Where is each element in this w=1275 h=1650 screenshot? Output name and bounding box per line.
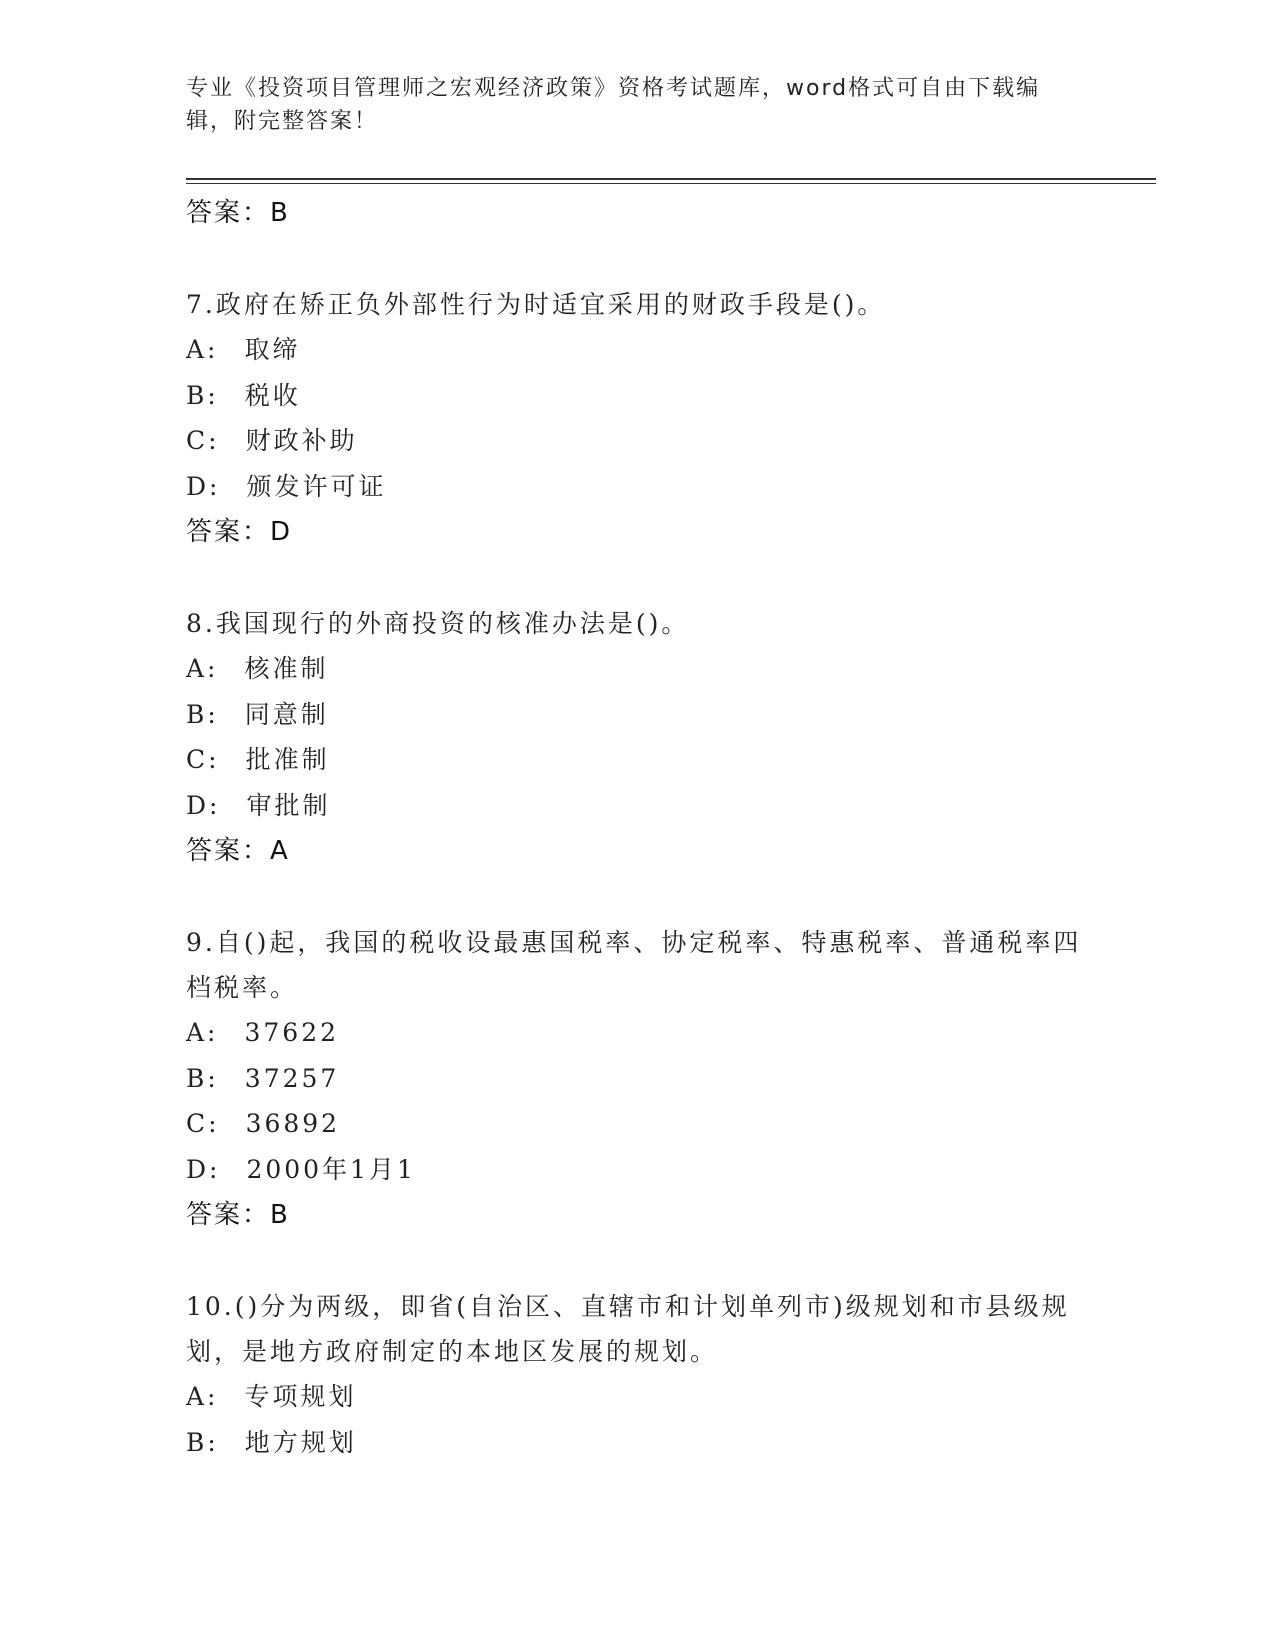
option-text: 同意制 — [244, 699, 329, 729]
question-block — [186, 601, 1086, 874]
option-letter: D: — [186, 471, 221, 501]
option-c — [186, 1101, 1086, 1147]
option-d — [186, 1147, 1086, 1193]
option-text: 财政补助 — [245, 426, 358, 455]
option-text: 36892 — [245, 1109, 341, 1138]
option-letter: B: — [186, 1427, 219, 1457]
option-text: 审批制 — [246, 790, 331, 820]
question-text: 9.自()起，我国的税收设最惠国税率、协定税率、特惠税率、普通税率四档税率。 — [186, 928, 1082, 1002]
option-a — [186, 1010, 1086, 1056]
question-text: 7.政府在矫正负外部性行为时适宜采用的财政手段是()。 — [186, 290, 886, 319]
answer-line: 答案：B — [186, 198, 290, 228]
answer-line: 答案：B — [186, 1200, 290, 1230]
option-text: 颁发许可证 — [246, 471, 387, 501]
question-block — [186, 1284, 1086, 1465]
option-text: 专项规划 — [244, 1382, 357, 1411]
option-text: 37257 — [244, 1063, 340, 1093]
option-letter: D: — [186, 1154, 221, 1184]
option-text: 地方规划 — [244, 1427, 357, 1457]
option-b — [186, 1056, 1086, 1102]
question-block — [186, 282, 1086, 555]
question-block — [186, 920, 1086, 1238]
option-letter: C: — [186, 426, 220, 455]
option-letter: C: — [186, 1109, 220, 1138]
option-b — [186, 1420, 1086, 1466]
header-divider-thin — [186, 183, 1156, 184]
option-b — [186, 373, 1086, 419]
option-c — [186, 737, 1086, 783]
option-text: 批准制 — [245, 745, 330, 774]
question-list — [186, 190, 1086, 1465]
option-a — [186, 646, 1086, 692]
answer-line: 答案：D — [186, 517, 293, 547]
option-c — [186, 418, 1086, 464]
option-letter: B: — [186, 1063, 219, 1093]
option-text: 税收 — [244, 380, 301, 410]
option-d — [186, 783, 1086, 829]
option-a — [186, 327, 1086, 373]
question-text: 10.()分为两级，即省(自治区、直辖市和计划单列市)级规划和市县级规划，是地方政府制定的本地区发展的规划。 — [186, 1292, 1070, 1366]
option-text: 37622 — [244, 1018, 340, 1047]
option-letter: D: — [186, 790, 221, 820]
question-text: 8.我国现行的外商投资的核准办法是()。 — [186, 609, 690, 638]
option-letter: A: — [186, 654, 219, 683]
option-text: 2000年1月1 — [246, 1154, 416, 1184]
option-letter: B: — [186, 380, 219, 410]
option-a — [186, 1374, 1086, 1420]
header-divider-thick — [186, 178, 1156, 180]
option-letter: A: — [186, 335, 219, 364]
document-header: 专业《投资项目管理师之宏观经济政策》资格考试题库，word格式可自由下载编辑，附完整答案！ — [186, 76, 1041, 134]
answer-line: 答案：A — [186, 836, 290, 866]
option-d — [186, 464, 1086, 510]
option-b — [186, 692, 1086, 738]
option-letter: C: — [186, 745, 220, 774]
option-letter: B: — [186, 699, 219, 729]
option-text: 核准制 — [244, 654, 329, 683]
option-text: 取缔 — [244, 335, 301, 364]
option-letter: A: — [186, 1018, 219, 1047]
option-letter: A: — [186, 1382, 219, 1411]
